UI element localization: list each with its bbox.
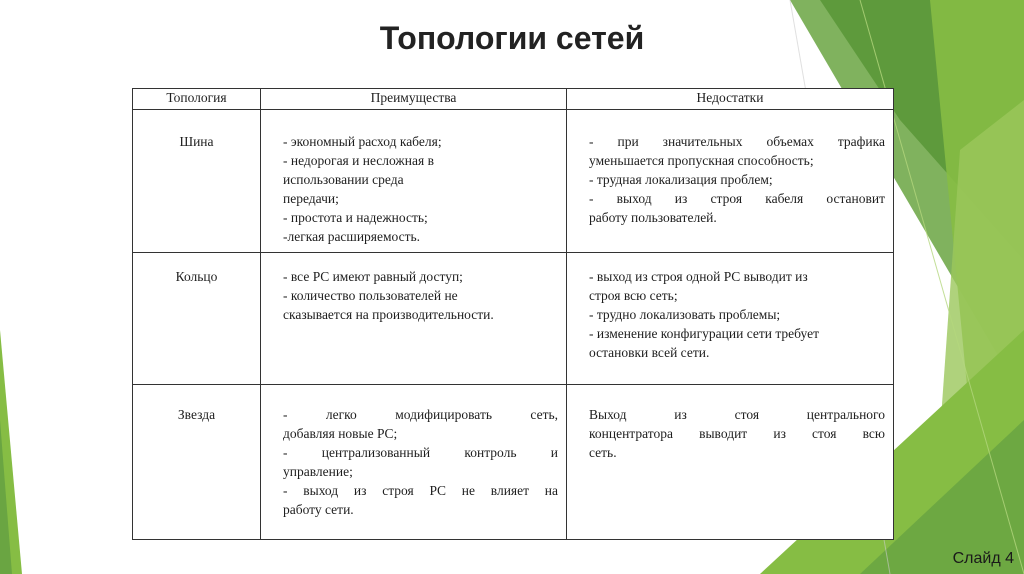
disadvantage-line: концентратора выводит из стоя всю [589,426,885,441]
disadvantages-cell [567,253,894,385]
advantage-line: передачи; [283,191,339,206]
topology-name: Звезда [133,385,261,540]
advantage-line: - централизованный контроль и [283,445,558,460]
topology-name: Шина [133,110,261,253]
advantages-cell [261,253,567,385]
advantage-line: добавляя новые PC; [283,426,398,441]
table-header-row [133,89,894,110]
advantage-line: управление; [283,464,353,479]
topology-name: Кольцо [133,253,261,385]
advantages-cell [261,110,567,253]
advantages-cell [261,385,567,540]
advantage-line: - количество пользователей не [283,288,458,303]
advantage-line: использовании среда [283,172,404,187]
disadvantage-line: - выход из строя кабеля остановит [589,191,885,206]
disadvantage-line: - трудно локализовать проблемы; [589,307,781,322]
advantage-line: - выход из строя PC не влияет на [283,483,558,498]
disadvantage-line: - трудная локализация проблем; [589,172,773,187]
disadvantage-line: сеть. [589,445,617,460]
disadvantage-line: - при значительных объемах трафика [589,134,885,149]
disadvantages-cell [567,110,894,253]
advantage-line: - все PC имеют равный доступ; [283,269,463,284]
advantage-line: сказывается на производительности. [283,307,494,322]
table-row-bus [133,110,894,253]
slide-title: Топологии сетей [379,20,645,56]
advantage-line: - легко модифицировать сеть, [283,407,558,422]
header-topology: Топология [133,89,261,110]
header-advantages: Преимущества [261,89,567,110]
disadvantages-cell [567,385,894,540]
advantage-line: работу сети. [283,502,354,517]
advantage-line: - экономный расход кабеля; [283,134,442,149]
advantage-line: - недорогая и несложная в [283,153,434,168]
header-disadvantages: Недостатки [567,89,894,110]
disadvantage-line: работу пользователей. [589,210,717,225]
disadvantage-line: строя всю сеть; [589,288,678,303]
disadvantage-line: остановки всей сети. [589,345,710,360]
table-row-ring [133,253,894,385]
disadvantage-line: Выход из стоя центрального [589,407,885,422]
table-row-star [133,385,894,540]
topology-table [132,88,894,540]
disadvantage-line: - изменение конфигурации сети требует [589,326,819,341]
advantage-line: -легкая расширяемость. [283,229,421,244]
advantage-line: - простота и надежность; [283,210,428,225]
disadvantage-line: уменьшается пропускная способность; [589,153,814,168]
disadvantage-line: - выход из строя одной PC выводит из [589,269,808,284]
slide-number: Слайд 4 [952,550,1014,567]
